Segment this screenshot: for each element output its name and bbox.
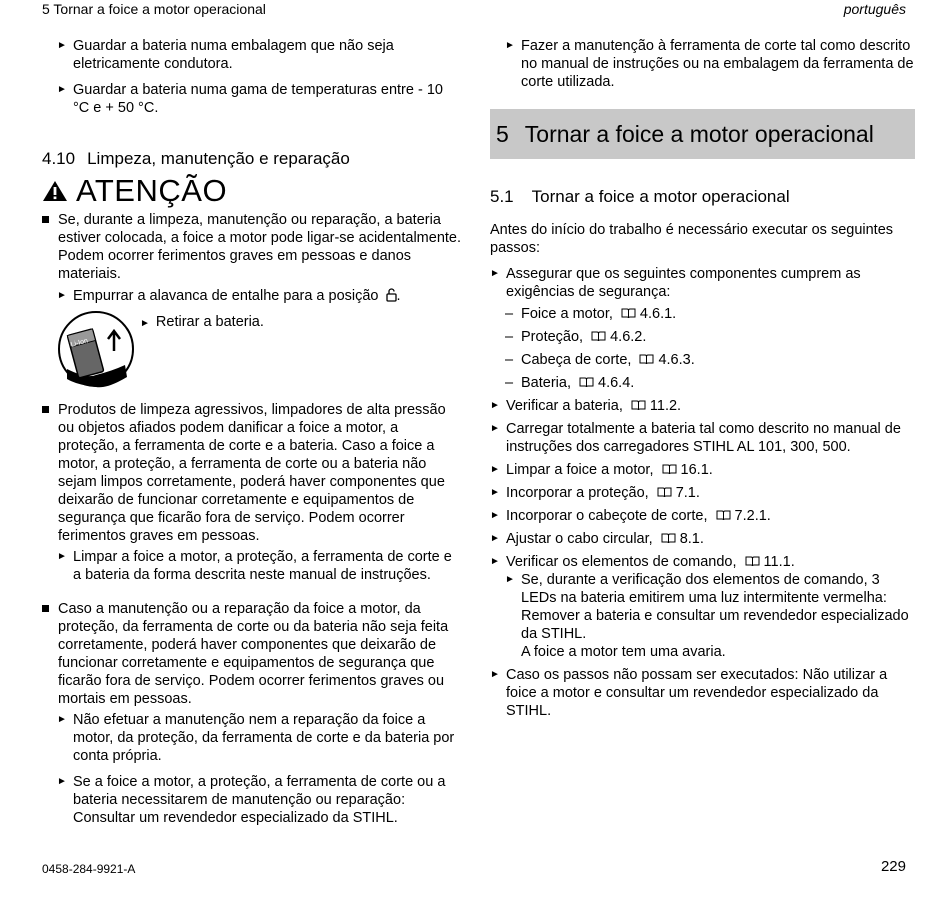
list-item: ► Se, durante a verificação dos elementos de comando, 3 LEDs na bateria emitirem uma luz intermitente vermelha: Remover a bateria e consultar um revendedor especializado da STIHL.: [505, 572, 909, 642]
page-number: 229: [880, 858, 906, 875]
list-item: ► Caso os passos não possam ser executados: Não utilizar a foice a motor e consultar um revendedor especializado da STIHL.: [490, 667, 888, 719]
list-item: ► Ajustar o cabo circular, 8.1.: [490, 531, 704, 547]
component-item: – Bateria, 4.6.4.: [505, 375, 635, 391]
section-heading: 5.1 Tornar a foice a motor operacional: [490, 187, 790, 206]
book-reference-icon: [631, 400, 646, 411]
list-item: ► Verificar os elementos de comando, 11.1.: [490, 554, 795, 570]
book-reference-icon: [621, 308, 636, 319]
warning-triangle-icon: [42, 180, 68, 202]
list-item: ► Fazer a manutenção à ferramenta de corte tal como descrito no manual de instruções ou na embalagem da ferramenta de corte utilizada.: [505, 38, 914, 90]
book-reference-icon: [657, 487, 672, 498]
section-heading: 4.10 Limpeza, manutenção e reparação: [42, 149, 350, 168]
running-header-chapter: 5 Tornar a foice a motor operacional: [42, 1, 266, 17]
battery-removal-figure: [42, 313, 462, 393]
list-item: ► Empurrar a alavanca de entalhe para a posição .: [57, 288, 401, 304]
list-item: ► Retirar a bateria.: [140, 314, 264, 330]
book-reference-icon: [716, 510, 731, 521]
component-item: – Foice a motor, 4.6.1.: [505, 306, 677, 322]
list-item: ► Limpar a foice a motor, a proteção, a ferramenta de corte e a bateria da forma descrita neste manual de instruções.: [57, 549, 452, 583]
list-item: ► Incorporar a proteção, 7.1.: [490, 485, 700, 501]
book-reference-icon: [661, 533, 676, 544]
left-column: [42, 37, 462, 835]
book-reference-icon: [662, 464, 677, 475]
list-item: ► Guardar a bateria numa embalagem que não seja eletricamente condutora.: [57, 38, 394, 72]
warning-paragraph: Produtos de limpeza agressivos, limpadores de alta pressão ou objetos afiados podem danificar a foice a motor, a proteção, a ferramenta de corte e a bateria. Caso a foice a motor, a proteção, a ferramenta de corte ou a bateria não sejam limpos corretamente, poderá haver componentes que deixarão de funcionar corretamente e equipamentos de segurança que ficarão fora de serviço. Podem ocorrer ferimentos graves em pessoas.: [42, 401, 462, 545]
warning-paragraph: Caso a manutenção ou a reparação da foice a motor, da proteção, da ferramenta de corte ou da bateria não seja feita corretamente, poderá haver componentes que deixarão de funcionar corretamente e equipamentos de segurança que ficarão fora de serviço. Podem ocorrer ferimentos graves ou mortais em pessoas.: [42, 600, 462, 708]
list-item: ► Incorporar o cabeçote de corte, 7.2.1.: [490, 508, 771, 524]
warning-paragraph: Se, durante a limpeza, manutenção ou reparação, a bateria estiver colocada, a foice a motor pode ligar-se acidentalmente. Podem ocorrer ferimentos graves em pessoas e danos materiais.: [42, 211, 462, 283]
intro-paragraph: Antes do início do trabalho é necessário executar os seguintes passos:: [490, 222, 894, 256]
list-item: ► Não efetuar a manutenção nem a reparação da foice a motor, da proteção, da ferramenta de corte e da bateria por conta própria.: [57, 712, 455, 764]
svg-text:Li-Ion: Li-Ion: [70, 337, 89, 349]
battery-removal-illustration-icon: [57, 309, 135, 389]
book-reference-icon: [591, 331, 606, 342]
running-header-language: português: [843, 1, 906, 17]
list-item: ► Limpar a foice a motor, 16.1.: [490, 462, 713, 478]
list-item: ► Assegurar que os seguintes componentes cumprem as exigências de segurança:: [490, 266, 861, 300]
chapter-heading: 5 Tornar a foice a motor operacional: [490, 109, 915, 159]
sub-step-note: A foice a motor tem uma avaria.: [521, 644, 726, 660]
list-item: ► Guardar a bateria numa gama de temperaturas entre - 10 °C e + 50 °C.: [57, 82, 443, 116]
right-column: [490, 37, 915, 728]
book-reference-icon: [639, 354, 654, 365]
component-item: – Proteção, 4.6.2.: [505, 329, 647, 345]
warning-banner: ATENÇÃO: [42, 173, 462, 209]
list-item: ► Se a foice a motor, a proteção, a ferramenta de corte ou a bateria necessitarem de manutenção ou reparação: Consultar um revendedor especializado da STIHL.: [57, 774, 446, 826]
component-item: – Cabeça de corte, 4.6.3.: [505, 352, 695, 368]
unlock-icon: [386, 287, 397, 302]
list-item: ► Verificar a bateria, 11.2.: [490, 398, 682, 414]
document-number: 0458-284-9921-A: [42, 862, 136, 876]
book-reference-icon: [579, 377, 594, 388]
book-reference-icon: [745, 556, 760, 567]
list-item: ► Carregar totalmente a bateria tal como descrito no manual de instruções dos carregadores STIHL AL 101, 300, 500.: [490, 421, 901, 455]
